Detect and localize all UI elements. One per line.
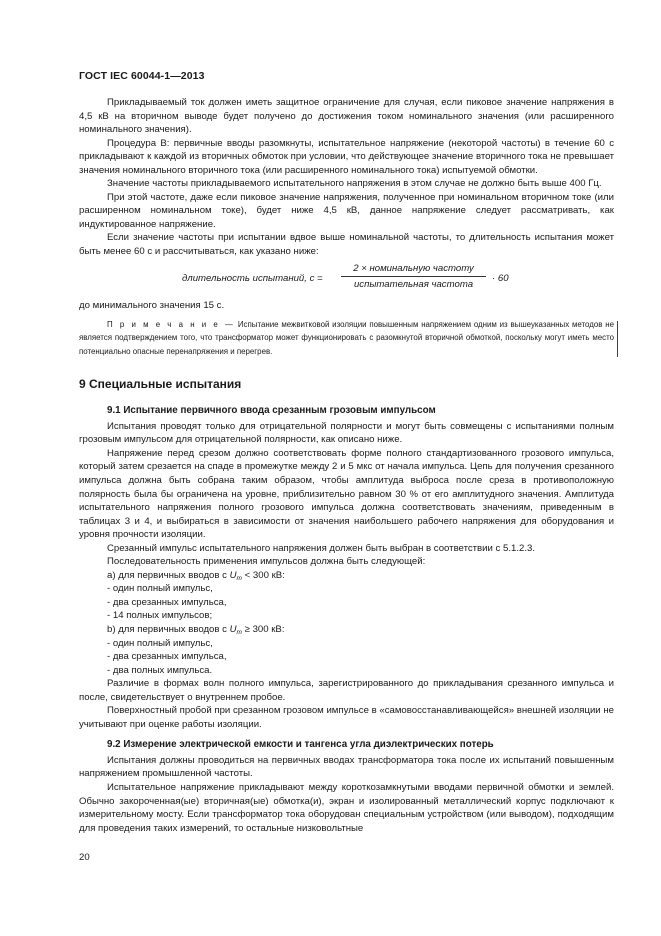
- note: [79, 318, 614, 358]
- formula-multiplier: · 60: [492, 272, 509, 284]
- formula-denominator: испытательная частота: [353, 279, 474, 291]
- paragraph: Испытания должны проводиться на первичных вводах трансформатора тока после их испытаний повышенным напряжением промышленной частоты.: [79, 754, 614, 780]
- formula-numerator: 2 × номинальную частоту: [341, 262, 486, 278]
- paragraph: Значение частоты прикладываемого испытательного напряжения в этом случае не должно быть выше 400 Гц.: [107, 178, 602, 190]
- paragraph: Процедура B: первичные вводы разомкнуты, испытательное напряжение (некоторой частоты) в течение 60 с прикладывают к каждой из вторичных обмоток при условии, что действующее значение вторичного тока не превышает значения номинального вторичного тока (или расширенного номинального тока) испытуемой обмотки.: [79, 137, 614, 176]
- paragraph: Поверхностный пробой при срезанном грозовом импульсе в «самовосстанавливающейся» внешней изоляции не учитывают при оценке работы изоляции.: [79, 705, 614, 730]
- standard-header: ГОСТ IEC 60044-1—2013: [79, 70, 205, 82]
- paragraph: Различие в формах волн полного импульса, зарегистрированного до прикладывания срезанного импульса и после, свидетельствует о внутреннем пробое.: [79, 678, 614, 703]
- paragraph: Последовательность применения импульсов должна быть следующей:: [107, 556, 426, 568]
- note-text: Испытание межвитковой изоляции повышенным напряжением одним из вышеуказанных методов не является подтверждением того, что трансформатор может функционировать с разомкнутой вторичной обмоткой, поскольку могут иметь место потенциально опасные перенапряжения и перегрев.: [79, 320, 615, 356]
- formula-fraction: [341, 262, 486, 292]
- list-item: - один полный импульс,: [107, 583, 213, 595]
- paragraph: Испытания проводят только для отрицательной полярности и могут быть совмещены с испытаниями полным грозовым импульсом для отрицательной полярности, как описано ниже.: [79, 420, 614, 446]
- paragraph: При этой частоте, даже если пиковое значение напряжения, полученное при номинальном вторичном токе (или расширенном номинальном токе), будет ниже 4,5 кВ, данное напряжение следует рассматривать, как индуктированное напряжение.: [79, 191, 614, 230]
- list-item: - один полный импульс,: [107, 637, 213, 649]
- paragraph: до минимального значения 15 с.: [79, 299, 225, 311]
- change-bar: [617, 321, 618, 357]
- list-item: - два срезанных импульса,: [107, 651, 227, 663]
- subsection-heading: 9.2 Измерение электрической емкости и тангенса угла диэлектрических потерь: [107, 739, 494, 751]
- paragraph: Срезанный импульс испытательного напряжения должен быть выбран в соответствии с 5.1.2.3.: [107, 542, 535, 554]
- paragraph: Испытательное напряжение прикладывают между короткозамкнутыми вводами первичной обмотки и землей. Обычно закороченная(ые) вторичная(ые) обмотка(и), экран и изолированный металлический корпус подключают к измерительному мосту. Если трансформатор тока оборудован специальным устройством (или выводом), подходящим для проведения таких измерений, то остальные низковольтные: [79, 782, 614, 834]
- list-item: - два срезанных импульса,: [107, 596, 227, 608]
- note-label: П р и м е ч а н и е —: [107, 320, 236, 330]
- subsection-heading: 9.1 Испытание первичного ввода срезанным грозовым импульсом: [107, 405, 436, 417]
- list-heading-b: b) для первичных вводов с $U_m \ge 300$ кВ:: [107, 624, 285, 637]
- paragraph: Если значение частоты при испытании вдвое выше номинальной частоты, то длительность испытания может быть менее 60 с и рассчитываться, как указано ниже:: [79, 232, 614, 258]
- paragraph: Напряжение перед срезом должно соответствовать форме полного стандартизованного грозового импульса, который затем срезается на спаде в промежутке между 2 и 5 мкс от начала импульса. Цепь для получения срезанного импульса должна быть собрана таким образом, чтобы амплитуда выброса после среза в противоположную полярность была бы ограничена на уровне, приблизительно равном 30 % от его амплитудного значения. Амплитуда испытательного напряжения полного грозового импульса должна соответствовать значениям, приведенным в таблицах 3 и 4, и выбираться в зависимости от значения наибольшего рабочего напряжения для оборудования и уровня прочности изоляции.: [79, 447, 614, 541]
- duration-formula: [79, 262, 614, 294]
- list-heading-a: a) для первичных вводов с $U_m < 300$ кВ:: [107, 569, 285, 582]
- section-heading: 9 Специальные испытания: [79, 376, 242, 391]
- page-number: 20: [79, 852, 90, 863]
- list-item: - два полных импульса.: [107, 664, 213, 676]
- paragraph: Прикладываемый ток должен иметь защитное ограничение для случая, если пиковое значение напряжения в 4,5 кВ на вторичном выводе будет получено до достижения током номинального значения (или расширенного номинального значения).: [79, 97, 614, 136]
- list-item: - 14 полных импульсов;: [107, 610, 213, 622]
- formula-lhs: длительность испытаний, c =: [182, 272, 323, 284]
- page-content: [79, 96, 614, 835]
